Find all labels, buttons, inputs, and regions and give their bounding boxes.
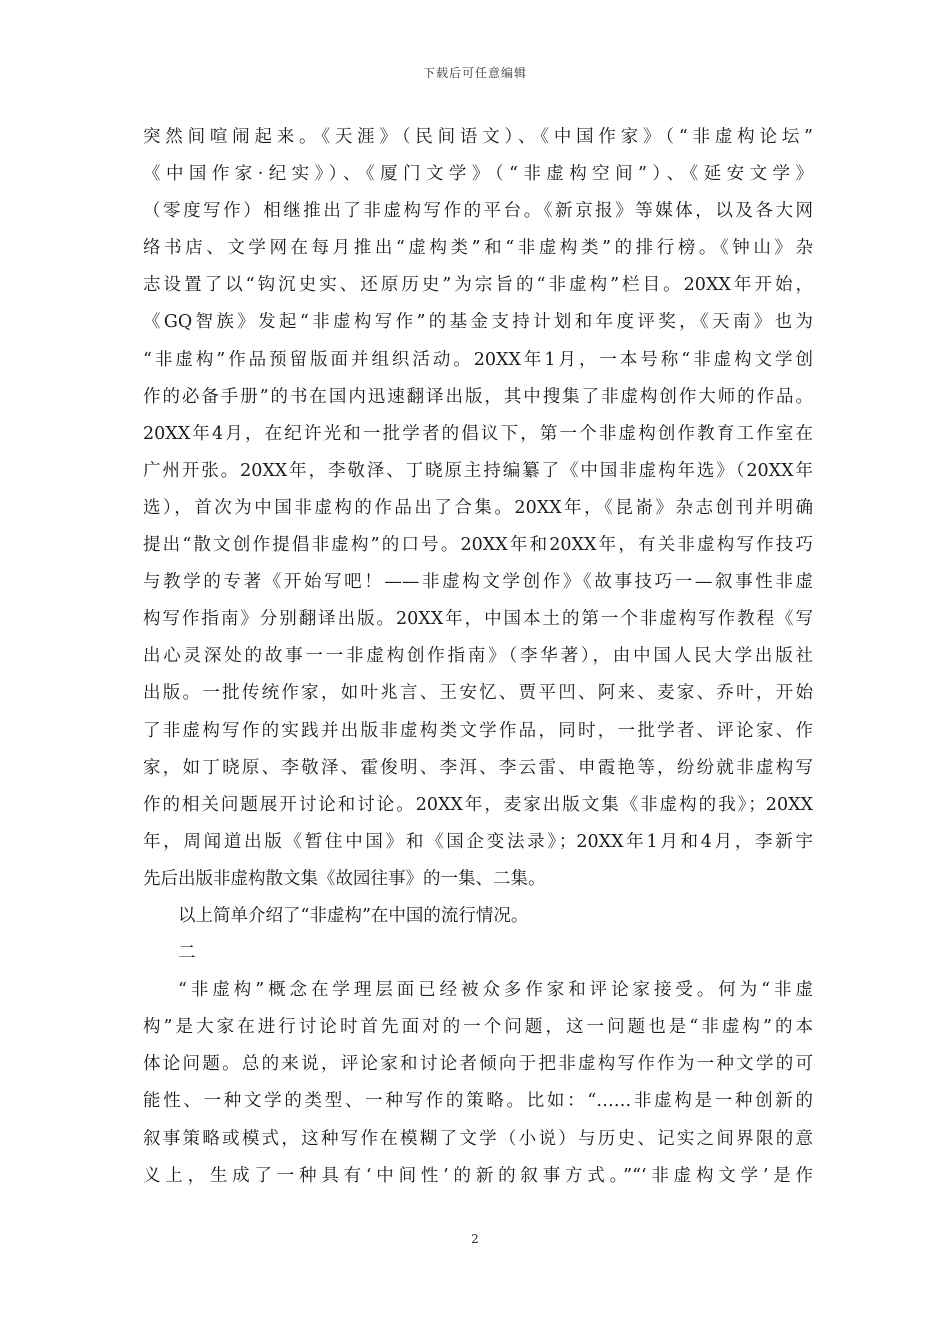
text-line: 出版。一批传统作家，如叶兆言、王安忆、贾平凹、阿来、麦家、乔叶，开始: [143, 683, 813, 704]
text-line: “非虚构”作品预留版面并组织活动。20XX年1月，一本号称“非虚构文学创: [143, 349, 813, 370]
text-line: 能性、一种文学的类型、一种写作的策略。比如：“……非虚构是一种创新的: [143, 1091, 813, 1112]
text-line: 家，如丁晓原、李敬泽、霍俊明、李洱、李云雷、申霞艳等，纷纷就非虚构写: [143, 757, 813, 778]
text-line: 《GQ智族》发起“非虚构写作”的基金支持计划和年度评奖，《天南》也为: [143, 312, 813, 333]
text-line: 20XX年4月，在纪许光和一批学者的倡议下，第一个非虚构创作教育工作室在: [143, 423, 813, 444]
text-line: 出心灵深处的故事一一非虚构创作指南》（李华著），由中国人民大学出版社: [143, 646, 813, 667]
text-line: 络书店、文学网在每月推出“虚构类”和“非虚构类”的排行榜。《钟山》杂: [143, 238, 813, 259]
text-line: “非虚构”概念在学理层面已经被众多作家和评论家接受。何为“非虚: [178, 980, 813, 1001]
text-line: 广州开张。20XX年，李敬泽、丁晓原主持编纂了《中国非虚构年选》（20XX年: [143, 460, 813, 481]
text-line: 构”是大家在进行讨论时首先面对的一个问题，这一问题也是“非虚构”的本: [143, 1017, 813, 1038]
text-line: 选），首次为中国非虚构的作品出了合集。20XX年，《昆嵛》杂志创刊并明确: [143, 497, 813, 518]
text-line: 与教学的专著《开始写吧！——非虚构文学创作》《故事技巧一—叙事性非虚: [143, 572, 813, 593]
page-number: 2: [471, 1232, 479, 1246]
text-line: 突然间喧闹起来。《天涯》（民间语文）、《中国作家》（“非虚构论坛”: [143, 127, 813, 147]
text-line: 提出“散文创作提倡非虚构”的口号。20XX年和20XX年，有关非虚构写作技巧: [143, 535, 813, 556]
text-line: 以上简单介绍了“非虚构”在中国的流行情况。: [178, 905, 529, 926]
text-line: 义上，生成了一种具有‘中间性’的新的叙事方式。”“‘非虚构文学’是作: [143, 1165, 813, 1186]
text-line: 了非虚构写作的实践并出版非虚构类文学作品，同时，一批学者、评论家、作: [143, 720, 813, 741]
section-heading: 二: [178, 943, 196, 964]
text-line: 体论问题。总的来说，评论家和讨论者倾向于把非虚构写作作为一种文学的可: [143, 1054, 813, 1075]
text-line: 构写作指南》分别翻译出版。20XX年，中国本土的第一个非虚构写作教程《写: [143, 609, 813, 630]
text-line: 年，周闻道出版《暂住中国》和《国企变法录》；20XX年1月和4月，李新宇: [143, 831, 813, 852]
text-line: （零度写作）相继推出了非虚构写作的平台。《新京报》等媒体，以及各大网: [143, 201, 813, 222]
body-text: [143, 119, 813, 1195]
text-line: 叙事策略或模式，这种写作在模糊了文学（小说）与历史、记实之间界限的意: [143, 1128, 813, 1149]
text-line: 作的必备手册”的书在国内迅速翻译出版，其中搜集了非虚构创作大师的作品。: [143, 386, 813, 407]
text-line: 《中国作家·纪实》）、《厦门文学》（“非虚构空间”）、《延安文学》: [143, 164, 813, 185]
text-line: 先后出版非虚构散文集《故园往事》的一集、二集。: [143, 868, 546, 889]
text-line: 志设置了以“钩沉史实、还原历史”为宗旨的“非虚构”栏目。20XX年开始，: [143, 275, 813, 296]
text-line: 作的相关问题展开讨论和讨论。20XX年，麦家出版文集《非虚构的我》；20XX: [143, 794, 813, 815]
page-header: 下载后可任意编辑: [422, 66, 527, 80]
